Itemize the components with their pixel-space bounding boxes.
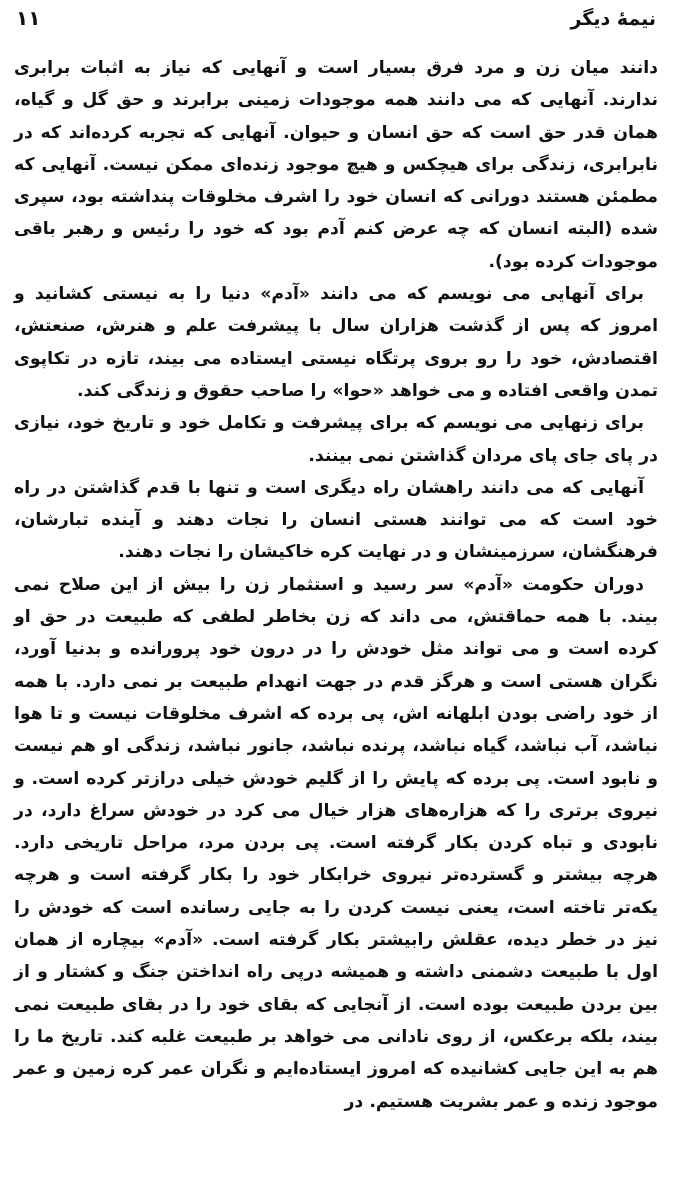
page-number: ۱۱: [16, 6, 41, 30]
paragraph-4: آنهایی که می دانند راهشان راه دیگری است و تنها با قدم گذاشتن در راه خود است که می توانند هستی انسان را نجات دهند و آینده تبارشان، فرهنگشان، سرزمینشان و در نهایت کره خاکیشان را نجات دهند.: [14, 477, 658, 563]
body-text: [14, 52, 658, 1118]
paragraph-1: دانند میان زن و مرد فرق بسیار است و آنهایی که نیاز به اثبات برابری ندارند. آنهایی که می دانند همه موجودات زمینی برابرند و حق گل و گیاه، همان قدر حق است که حق انسان و حیوان. آنهایی که تجربه کرده‌اند که در نابرابری، زندگی برای هیچکس و هیچ موجود زنده‌ای ممکن نیست. آنهایی که مطمئن هستند دورانی که انسان خود را اشرف مخلوقات پنداشته بود، سپری شده (البته انسان که چه عرض کنم آدم بود که خود را رئیس و رهبر باقی موجودات کرده بود).: [14, 58, 658, 272]
running-header: [14, 6, 658, 50]
paragraph-3: برای زنهایی می نویسم که برای پیشرفت و تکامل خود و تاریخ خود، نیازی در پای جای پای مردان گذاشتن نمی بینند.: [14, 413, 658, 466]
book-title-header: نیمهٔ دیگر: [570, 8, 656, 30]
paragraph-2: برای آنهایی می نویسم که می دانند «آدم» دنیا را به نیستی کشانید و امروز که پس از گذشت هزاران سال با پیشرفت علم و هنرش، صنعتش، اقتصادش، خود را رو بروی پرتگاه نیستی ایستاده می بیند، تازه در تکاپوی تمدن واقعی افتاده و می خواهد «حوا» را صاحب حقوق و زندگی کند.: [14, 284, 658, 401]
paragraph-5: دوران حکومت «آدم» سر رسید و استثمار زن را بیش از این صلاح نمی بیند. با همه حماقتش، می داند که زن بخاطر لطفی که طبیعت در حق او کرده است و می تواند مثل خودش را در درون خود پرورانده و بدنیا آورد، نگران هستی است و هرگز قدم در جهت انهدام طبیعت بر نمی دارد. با همه از خود راضی بودن ابلهانه اش، پی برده که اشرف مخلوقات نیست و تا هوا نباشد، آب نباشد، گیاه نباشد، پرنده نباشد، جانور نباشد، زندگی او هم نیست و نابود است. پی برده که پایش را از گلیم خودش خیلی درازتر کرده است. و نیروی برتری را که هزاره‌های هزار خیال می کرد در خودش سراغ دارد، در نابودی و تباه کردن بکار گرفته است. پی بردن مرد، مراحل تاریخی دارد. هرچه بیشتر و گسترده‌تر نیروی خرابکار خود را بکار گرفته است و هرچه یکه‌تر تاخته است، یعنی نیست کردن را به جایی رسانده است که خودش را نیز در خطر دیده، عقلش رابیشتر بکار گرفته است. «آدم» بیچاره از همان اول با طبیعت دشمنی داشته و همیشه درپی راه انداختن جنگ و کشتار و از بین بردن طبیعت بوده است. از آنجایی که بقای خود را در بقای طبیعت نمی بیند، بلکه برعکس، از روی نادانی می خواهد بر طبیعت غلبه کند. تاریخ ما را هم به این جایی کشانیده که امروز ایستاده‌ایم و نگران عمر کره زمین و عمر موجود زنده و عمر بشریت هستیم. در: [14, 574, 658, 1112]
